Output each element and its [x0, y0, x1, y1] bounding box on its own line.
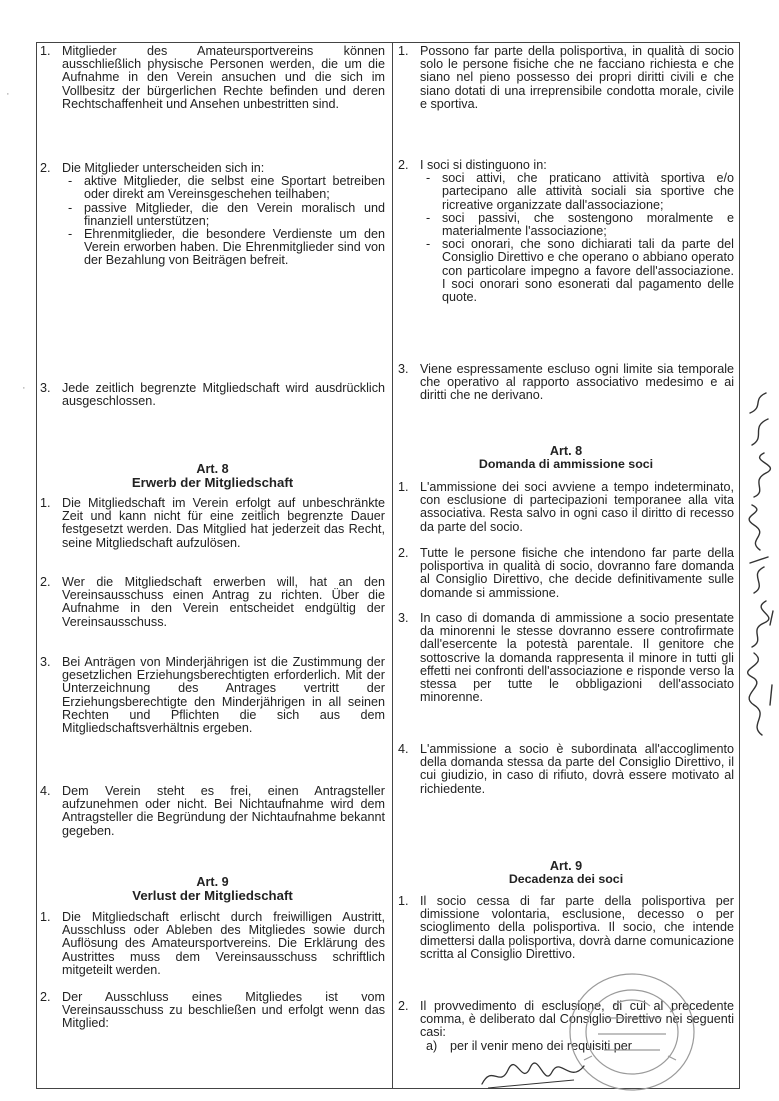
sublist-text: soci onorari, che sono dichiarati tali da parte del Consiglio Direttivo e che operano o abbiano operato con particolare impegno a favore dell'associazione. I soci onorari sono esonerati dal pagamento delle quote. [442, 237, 734, 305]
list-number: 1. [398, 480, 409, 494]
sublist-text: aktive Mitglieder, die selbst eine Sportart betreiben oder direkt am Vereinsgeschehen teilhaben; [84, 174, 385, 202]
column-divider [392, 42, 393, 1088]
article-number: Art. 9 [196, 875, 229, 889]
sublist-text: Ehrenmitglieder, die besondere Verdienste um den Verein erworben haben. Die Ehrenmitglieder sind von der Bezahlung von Beiträgen befreit. [84, 227, 385, 268]
it-art8-heading [398, 445, 734, 471]
it-art8-item-2 [398, 547, 734, 600]
list-number: 4. [398, 742, 409, 756]
list-text: Die Mitgliedschaft erlischt durch freiwilligen Austritt, Ausschluss oder Ableben des Mitgliedes sowie durch Auflösung des Amateursportvereins. Die Erklärung des Austrittes muss dem Vereinsausschuss schriftlich mitgeteilt werden. [62, 910, 385, 977]
dash: - [426, 210, 431, 225]
it-item-3 [398, 363, 734, 403]
list-text: Il socio cessa di far parte della polisportiva per dimissione volontaria, esclusione, decesso o per scioglimento della polisportiva. Il socio, che intende dimettersi dalla polisportiva, dovrà darne comunicazione scritta al Consiglio Direttivo. [420, 894, 734, 961]
signature-icon [478, 1058, 588, 1092]
it-art9-item-1 [398, 895, 734, 961]
list-number: 2. [398, 158, 409, 172]
de-art9-item-2 [40, 991, 385, 1031]
de-item-3 [40, 382, 385, 408]
article-title: Decadenza dei soci [508, 872, 624, 887]
list-number: 2. [398, 546, 409, 560]
de-art8-heading [40, 463, 385, 489]
list-text: Die Mitgliedschaft im Verein erfolgt auf unbeschränkte Zeit und kann nicht für eine zeitlich begrenzte Dauer festgesetzt werden. Das Mitglied hat jederzeit das Recht, seine Mitgliedschaft aufzulösen. [62, 496, 385, 550]
list-number: 2. [398, 999, 409, 1013]
list-text: Der Ausschluss eines Mitgliedes ist vom Vereinsausschuss zu beschließen und erfolgt wenn das Mitglied: [62, 990, 385, 1031]
it-art9-heading [398, 860, 734, 886]
article-number: Art. 9 [549, 859, 583, 873]
list-number: 3. [40, 381, 51, 395]
list-text: Jede zeitlich begrenzte Mitgliedschaft wird ausdrücklich ausgeschlossen. [62, 381, 385, 409]
list-number: 3. [40, 655, 51, 669]
list-number: 2. [40, 161, 51, 175]
sublist-text: passive Mitglieder, die den Verein moralisch und finanziell unterstützen; [84, 200, 385, 228]
list-number: 1. [398, 894, 409, 908]
it-art8-item-3 [398, 612, 734, 704]
it-art8-item-4 [398, 743, 734, 796]
list-text: Wer die Mitgliedschaft erwerben will, hat an den Vereinsausschuss einen Antrag zu richten. Über die Aufnahme in den Verein entscheidet endgültig der Vereinsausschuss. [62, 575, 385, 629]
list-number: 1. [40, 496, 51, 510]
article-number: Art. 8 [196, 462, 229, 476]
sublist-text: soci passivi, che sostengono moralmente e materialmente l'associazione; [442, 210, 734, 239]
list-text: Dem Verein steht es frei, einen Antragsteller aufzunehmen oder nicht. Bei Nichtaufnahme wird dem Antragsteller die Begründung der Nichtaufnahme bekannt gegeben. [62, 784, 385, 838]
it-item-1 [398, 45, 734, 111]
list-number: 4. [40, 784, 51, 798]
list-number: 1. [40, 910, 51, 924]
sublist-text: soci attivi, che praticano attività sportiva e/o partecipano alle attività sociali sia sportive che ricreative organizzate dall'associazione; [442, 171, 734, 212]
list-text: L'ammissione dei soci avviene a tempo indeterminato, con esclusione di partecipazioni temporanee alla vita associativa. Resta salvo in ogni caso il diritto di recesso da parte del socio. [420, 480, 734, 534]
de-art8-item-1 [40, 497, 385, 550]
list-text: Il provvedimento di esclusione, di cui al precedente comma, è deliberato dal Consiglio Direttivo nei seguenti casi: [420, 999, 734, 1040]
list-text: Bei Anträgen von Minderjährigen ist die Zustimmung der gesetzlichen Erziehungsberechtigten erforderlich. Mit der Unterzeichnung des Antrages vertritt der Erziehungsberechtigte den Minderjährigen in all seinen Rechten und Pflichten die sich aus dem Mitgliedschaftsverhältnis ergeben. [62, 655, 385, 736]
dash: - [426, 171, 431, 186]
article-title: Erwerb der Mitgliedschaft [131, 475, 294, 491]
list-text: In caso di domanda di ammissione a socio presentate da minorenni le stesse dovranno essere controfirmate dall'esercente la potestà parentale. Il genitore che sottoscrive la domanda rappresenta il minore in tutti gli effetti nei confronti dell'associazione e risponde verso la stessa per tutte le obbligazioni dell'associato minorenne. [420, 611, 734, 705]
list-number: 1. [40, 44, 51, 58]
list-number: 2. [40, 990, 51, 1004]
de-art8-item-3 [40, 656, 385, 735]
de-art8-item-2 [40, 576, 385, 629]
list-number: 2. [40, 575, 51, 589]
sub-letter: a) [426, 1038, 438, 1053]
dash: - [426, 237, 431, 252]
list-text: L'ammissione a socio è subordinata all'accoglimento della domanda stessa da parte del Consiglio Direttivo, il cui giudizio, in caso di rifiuto, dovrà essere motivato al richiedente. [420, 742, 734, 796]
article-number: Art. 8 [549, 444, 583, 458]
article-title: Domanda di ammissione soci [478, 457, 654, 472]
dash: - [68, 200, 73, 215]
de-art9-heading [40, 876, 385, 902]
list-text: Viene espressamente escluso ogni limite sia temporale che operativo al rapporto associativo medesimo e ai diritti che ne derivano. [420, 362, 734, 403]
it-art8-item-1 [398, 481, 734, 534]
margin-mark: · [6, 88, 10, 100]
list-number: 3. [398, 362, 409, 376]
list-text: Mitglieder des Amateursportvereins können ausschließlich physische Personen werden, die um die Aufnahme in den Verein ansuchen und die sich im Vollbesitz der bürgerlichen Rechte befinden und deren Rechtschaffenheit und Ansehen unbestritten sind. [62, 44, 385, 111]
de-art9-item-1 [40, 911, 385, 977]
de-item-1 [40, 45, 385, 111]
list-text: Tutte le persone fisiche che intendono far parte della polisportiva in qualità di socio, dovranno fare domanda al Consiglio Direttivo, che decide definitivamente sulle domande si ammissione. [420, 546, 734, 600]
dash: - [68, 174, 73, 189]
margin-mark: · [22, 382, 26, 394]
handwritten-note-icon [740, 385, 776, 745]
de-art8-item-4 [40, 785, 385, 838]
article-title: Verlust der Mitgliedschaft [132, 888, 293, 904]
dash: - [68, 227, 73, 242]
list-number: 1. [398, 44, 409, 58]
list-number: 3. [398, 611, 409, 625]
list-text: Possono far parte della polisportiva, in qualità di socio solo le persone fisiche che ne facciano richiesta e che siano nel pieno possesso dei propri diritti civili e che siano dotati di una irreprensibile condotta morale, civile e sportiva. [420, 44, 734, 111]
de-item-2 [40, 162, 385, 268]
it-item-2 [398, 159, 734, 304]
list-text: Die Mitglieder unterscheiden sich in: [62, 161, 265, 175]
list-text: I soci si distinguono in: [420, 158, 547, 172]
sublist-text: per il venir meno dei requisiti per [450, 1038, 632, 1053]
